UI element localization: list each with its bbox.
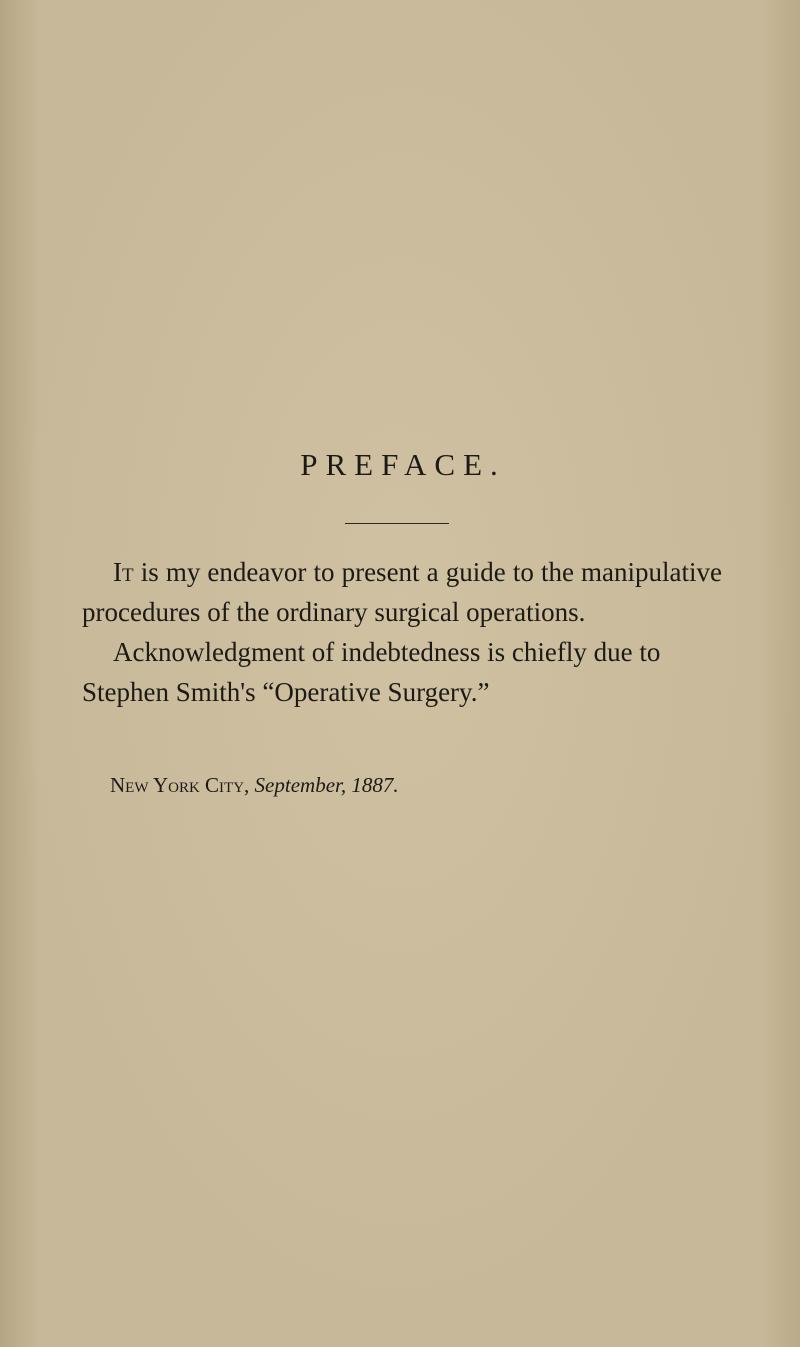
signature-line — [110, 772, 399, 798]
signature-date: September, 1887. — [254, 773, 399, 797]
preface-body — [82, 552, 722, 712]
paragraph-intro — [82, 552, 722, 632]
signature-place: New York City, — [110, 773, 250, 797]
paragraph-intro-lead: It — [113, 557, 134, 587]
paragraph-acknowledgment: Acknowledgment of indebtedness is chiefly due to Stephen Smith's “Operative Surgery.” — [82, 637, 661, 707]
title-rule-divider — [345, 523, 449, 524]
paragraph-intro-text: is my endeavor to present a guide to the manipulative procedures of the ordinary surgical operations. — [82, 557, 722, 627]
page-title: PREFACE. — [300, 447, 506, 482]
